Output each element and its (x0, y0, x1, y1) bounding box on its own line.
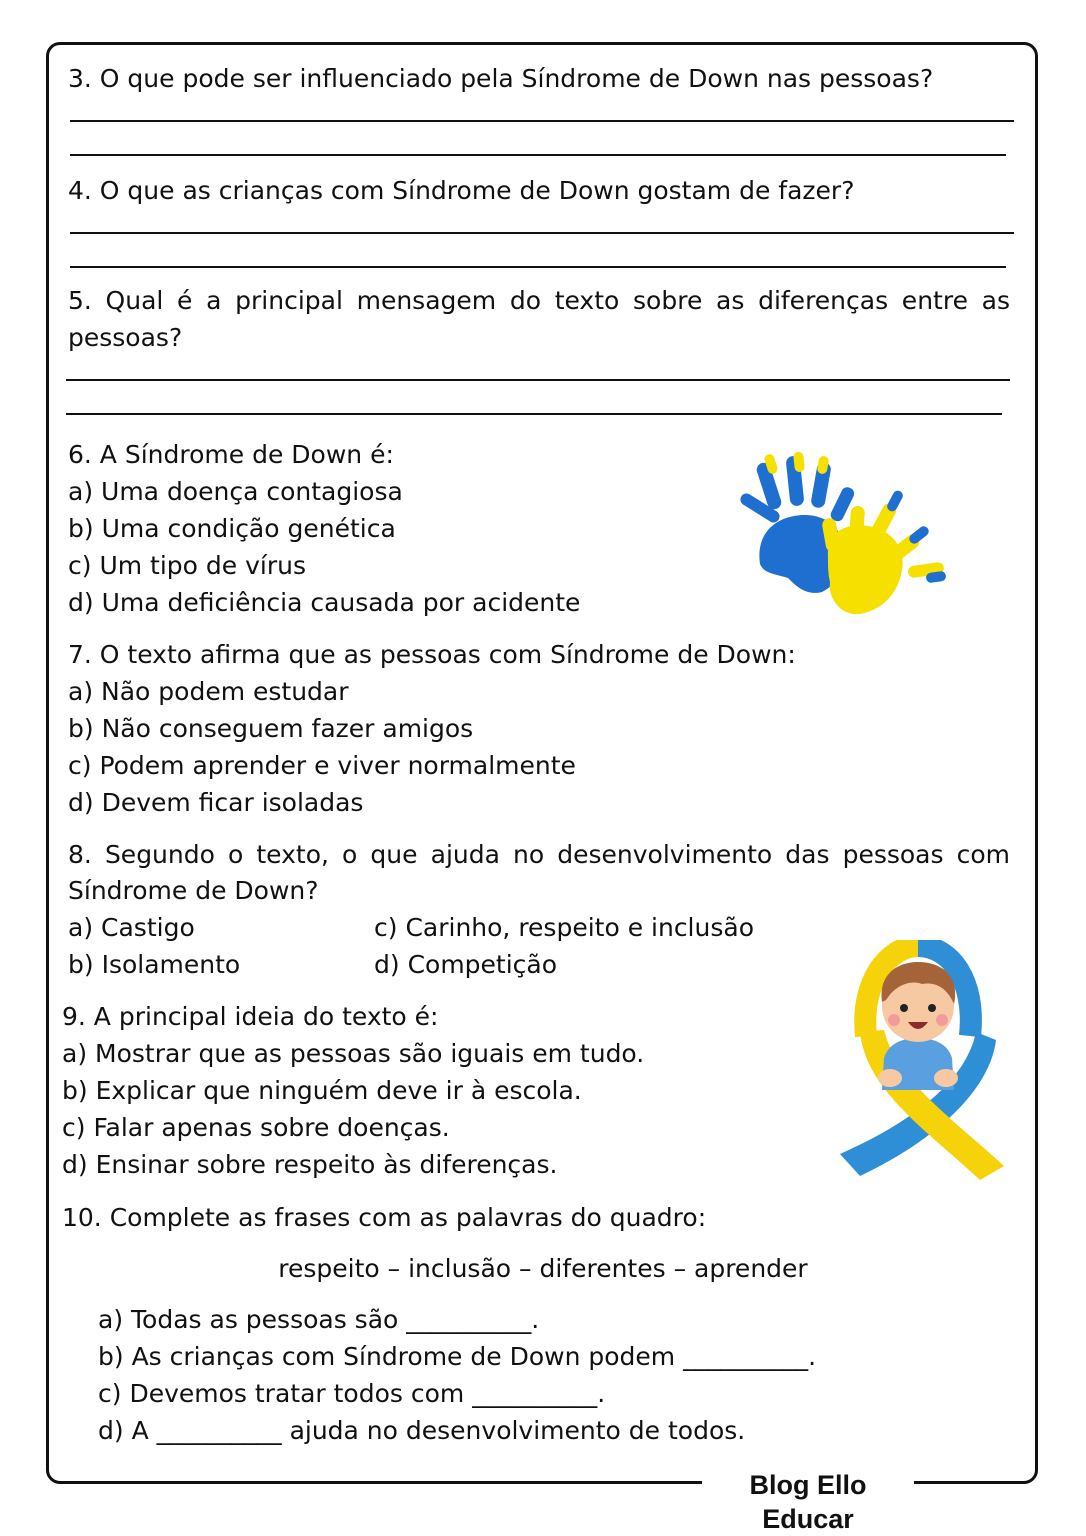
answer-line (70, 232, 1014, 234)
word-bank: respeito – inclusão – diferentes – aprender (278, 1254, 808, 1283)
question-7-option-c: c) Podem aprender e viver normalmente (68, 751, 576, 780)
answer-line (70, 154, 1006, 156)
question-9-stem: 9. A principal ideia do texto é: (62, 1002, 439, 1031)
question-10-stem: 10. Complete as frases com as palavras do quadro: (62, 1203, 707, 1232)
question-6-option-b: b) Uma condição genética (68, 514, 396, 543)
question-10-sentence-a: a) Todas as pessoas são __________. (98, 1305, 540, 1334)
question-6-option-c: c) Um tipo de vírus (68, 551, 306, 580)
question-6-option-d: d) Uma deficiência causada por acidente (68, 588, 581, 617)
question-8-line1: 8. Segundo o texto, o que ajuda no desenvolvimento das pessoas com (68, 840, 1010, 869)
question-10-sentence-c: c) Devemos tratar todos com __________. (98, 1379, 606, 1408)
question-5-line2: pessoas? (68, 323, 183, 352)
question-10-sentence-b: b) As crianças com Síndrome de Down podem __________. (98, 1342, 817, 1371)
question-9-option-b: b) Explicar que ninguém deve ir à escola. (62, 1076, 582, 1105)
handprints-illustration (736, 446, 952, 624)
question-7-option-b: b) Não conseguem fazer amigos (68, 714, 474, 743)
answer-line (66, 379, 1010, 381)
question-9-option-c: c) Falar apenas sobre doenças. (62, 1113, 450, 1142)
question-10-sentence-d: d) A __________ ajuda no desenvolvimento de todos. (98, 1416, 746, 1445)
question-5-line1: 5. Qual é a principal mensagem do texto sobre as diferenças entre as (68, 286, 1010, 315)
question-8-line2: Síndrome de Down? (68, 876, 319, 905)
question-6-stem: 6. A Síndrome de Down é: (68, 440, 394, 469)
question-6-option-a: a) Uma doença contagiosa (68, 477, 403, 506)
question-9-option-a: a) Mostrar que as pessoas são iguais em tudo. (62, 1039, 645, 1068)
question-8-option-d: d) Competição (374, 950, 558, 979)
question-7-option-d: d) Devem ficar isoladas (68, 788, 364, 817)
question-4: 4. O que as crianças com Síndrome de Down gostam de fazer? (68, 176, 855, 205)
question-8-option-c: c) Carinho, respeito e inclusão (374, 913, 754, 942)
answer-line (70, 120, 1014, 122)
question-7-stem: 7. O texto afirma que as pessoas com Síndrome de Down: (68, 640, 796, 669)
question-9-option-d: d) Ensinar sobre respeito às diferenças. (62, 1150, 558, 1179)
question-7-option-a: a) Não podem estudar (68, 677, 349, 706)
question-8-option-b: b) Isolamento (68, 950, 241, 979)
question-3: 3. O que pode ser influenciado pela Síndrome de Down nas pessoas? (68, 64, 934, 93)
awareness-ribbon-boy-illustration (826, 940, 1008, 1186)
footer-brand: Blog Ello Educar (749, 1470, 867, 1534)
answer-line (66, 413, 1002, 415)
question-8-option-a: a) Castigo (68, 913, 195, 942)
answer-line (70, 266, 1006, 268)
